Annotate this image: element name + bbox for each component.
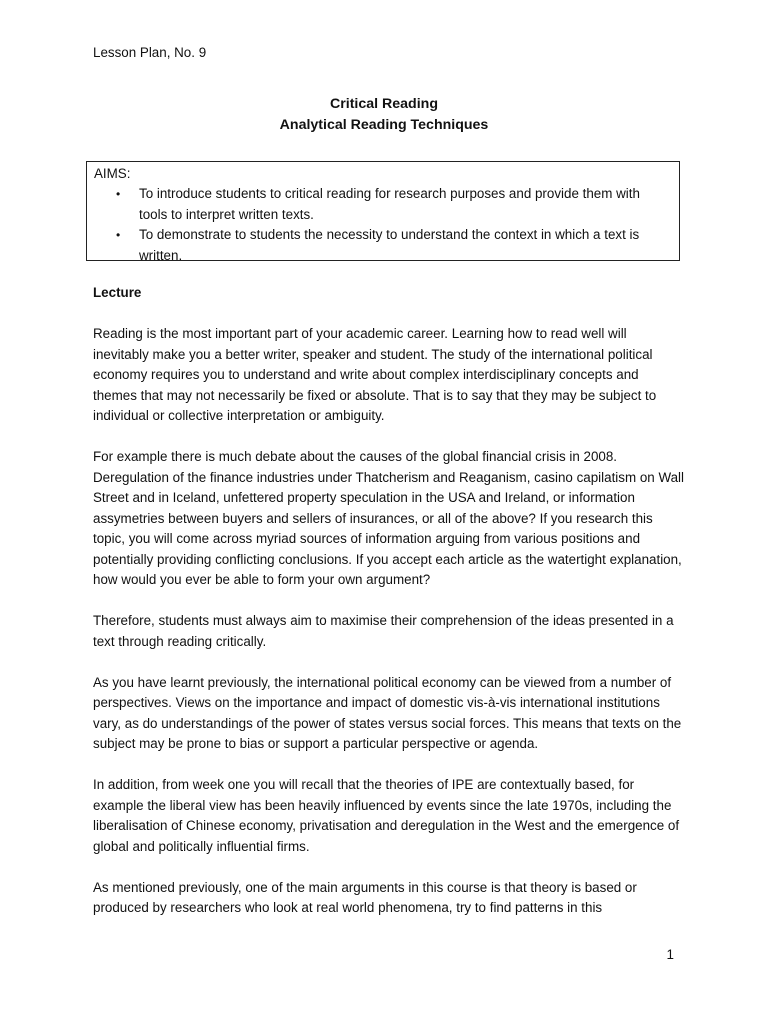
lecture-paragraph: Reading is the most important part of your academic career. Learning how to read well will inevitably make you a better writer, speaker and student. The study of the international political economy requires you to understand and write about complex interdisciplinary concepts and themes that may not necessarily be fixed or absolute. That is to say that they may be subject to individual or collective interpretation or ambiguity.	[93, 326, 657, 423]
bullet-icon: •	[116, 228, 121, 242]
lecture-heading: Lecture	[93, 285, 142, 300]
aims-item	[94, 184, 671, 225]
aims-heading: AIMS:	[94, 166, 131, 181]
lecture-paragraph: In addition, from week one you will recall that the theories of IPE are contextually based, for example the liberal view has been heavily influenced by events since the late 1970s, including the liberalisation of Chinese economy, privatisation and deregulation in the West and the emergence of global and politically influential firms.	[93, 777, 680, 854]
lecture-paragraph: For example there is much debate about the causes of the global financial crisis in 2008. Deregulation of the finance industries under Thatcherism and Reaganism, casino capilatism on Wall Street and in Iceland, unfettered property speculation in the USA and Ireland, or information assymetries between buyers and sellers of insurances, or all of the above? If you research this topic, you will come across myriad sources of information arguing from various positions and potentially providing conflicting conclusions. If you accept each article as the watertight explanation, how would you ever be able to form your own argument?	[93, 449, 684, 587]
bullet-icon: •	[116, 187, 121, 201]
aims-item-text: To introduce students to critical reading for research purposes and provide them with tools to interpret written texts.	[139, 186, 640, 222]
aims-item	[94, 225, 671, 266]
lecture-section	[93, 283, 685, 939]
document-title	[0, 94, 768, 136]
aims-list	[94, 184, 671, 266]
page-number: 1	[666, 947, 674, 962]
lecture-paragraph: Therefore, students must always aim to maximise their comprehension of the ideas presented in a text through reading critically.	[93, 613, 674, 649]
lecture-paragraph: As you have learnt previously, the international political economy can be viewed from a number of perspectives. Views on the importance and impact of domestic vis-à-vis international institutions vary, as do understandings of the power of states versus social forces. This means that texts on the subject may be prone to bias or support a particular perspective or agenda.	[93, 674, 682, 751]
title-line-2: Analytical Reading Techniques	[279, 117, 489, 133]
title-line-1: Critical Reading	[329, 96, 438, 112]
aims-box	[86, 161, 680, 261]
aims-item-text: To demonstrate to students the necessity to understand the context in which a text is written.	[139, 227, 640, 263]
lecture-paragraph: As mentioned previously, one of the main arguments in this course is that theory is based or produced by researchers who look at real world phenomena, try to find patterns in this	[93, 879, 637, 915]
lesson-plan-label: Lesson Plan, No. 9	[93, 45, 207, 60]
